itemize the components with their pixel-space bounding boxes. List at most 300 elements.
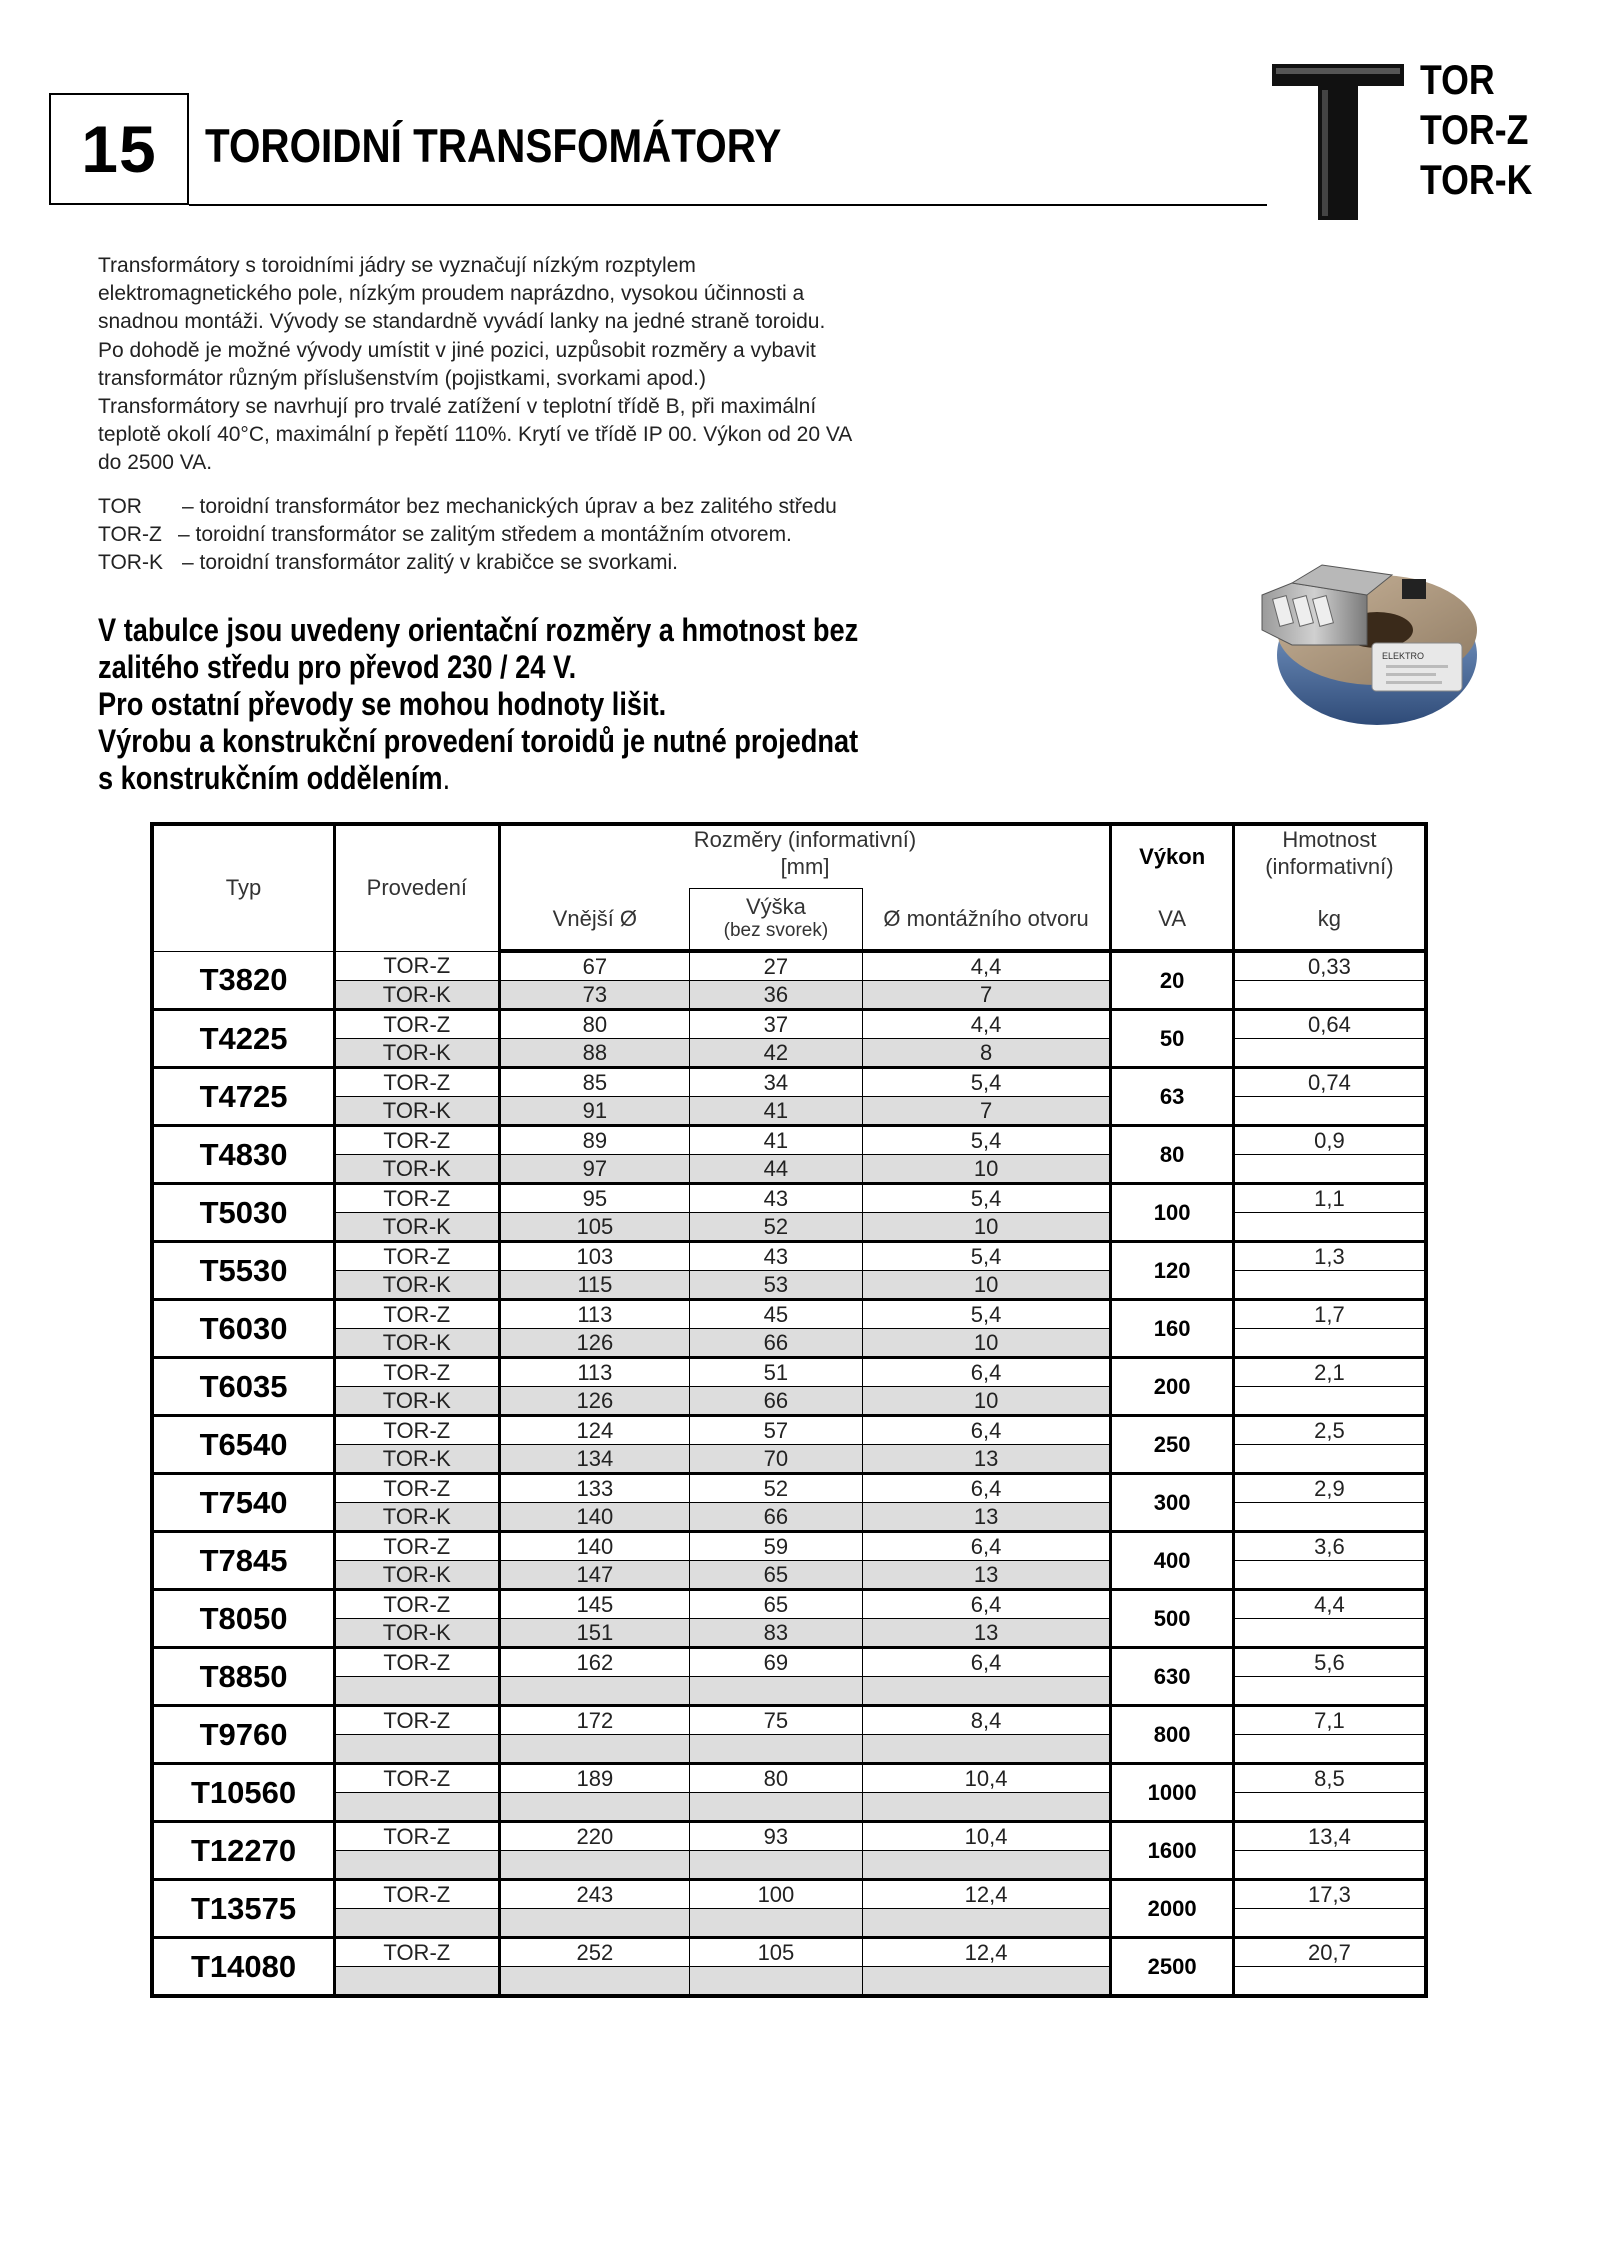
height-cell: 69 <box>690 1648 863 1677</box>
intro-line: Transformátory se navrhují pro trvalé zatížení v teplotní třídě B, při maximální <box>98 395 817 419</box>
outer-diameter-cell <box>499 1677 690 1706</box>
intro-line: snadnou montáži. Vývody se standardně vyvádí lanky na jedné straně toroidu. <box>98 310 826 334</box>
table-row <box>152 1010 1426 1039</box>
power-cell: 2500 <box>1111 1938 1233 1997</box>
table-row <box>152 1358 1426 1387</box>
hole-diameter-cell: 5,4 <box>862 1242 1111 1271</box>
header-vyska-note: (bez svorek) <box>723 920 829 941</box>
hole-diameter-cell: 4,4 <box>862 1010 1111 1039</box>
outer-diameter-cell: 172 <box>499 1706 690 1735</box>
hole-diameter-cell <box>862 1735 1111 1764</box>
weight-cell: 7,1 <box>1233 1706 1426 1735</box>
height-cell: 83 <box>690 1619 863 1648</box>
height-cell: 27 <box>690 951 863 981</box>
power-cell: 200 <box>1111 1358 1233 1416</box>
provedeni-cell: TOR-K <box>335 1445 500 1474</box>
outer-diameter-cell: 243 <box>499 1880 690 1909</box>
weight-cell: 0,74 <box>1233 1068 1426 1097</box>
hole-diameter-cell: 8 <box>862 1039 1111 1068</box>
provedeni-cell: TOR-K <box>335 1213 500 1242</box>
provedeni-cell: TOR-Z <box>335 1706 500 1735</box>
height-cell: 59 <box>690 1532 863 1561</box>
hole-diameter-cell: 6,4 <box>862 1358 1111 1387</box>
header-vyska <box>690 889 863 952</box>
type-cell: T13575 <box>152 1880 335 1938</box>
provedeni-cell: TOR-Z <box>335 1126 500 1155</box>
table-row <box>152 1967 1426 1997</box>
outer-diameter-cell: 147 <box>499 1561 690 1590</box>
type-cell: T7845 <box>152 1532 335 1590</box>
type-cell: T14080 <box>152 1938 335 1997</box>
height-cell <box>690 1851 863 1880</box>
hole-diameter-cell: 10 <box>862 1213 1111 1242</box>
outer-diameter-cell: 89 <box>499 1126 690 1155</box>
provedeni-cell <box>335 1793 500 1822</box>
variant-list <box>1420 55 1532 205</box>
header-otvor: Ø montážního otvoru <box>862 889 1111 952</box>
outer-diameter-cell: 105 <box>499 1213 690 1242</box>
provedeni-cell: TOR-K <box>335 1619 500 1648</box>
provedeni-cell <box>335 1851 500 1880</box>
note-last-plain: . <box>442 760 451 796</box>
provedeni-cell <box>335 1967 500 1997</box>
intro-line: elektromagnetického pole, nízkým proudem naprázdno, vysokou účinnosti a <box>98 282 805 306</box>
header-provedeni: Provedení <box>335 824 500 951</box>
table-row <box>152 1416 1426 1445</box>
provedeni-cell: TOR-Z <box>335 1764 500 1793</box>
weight-cell: 20,7 <box>1233 1938 1426 1967</box>
hole-diameter-cell: 10 <box>862 1271 1111 1300</box>
outer-diameter-cell: 73 <box>499 981 690 1010</box>
table-row <box>152 951 1426 981</box>
weight-cell-empty <box>1233 1445 1426 1474</box>
weight-cell: 2,5 <box>1233 1416 1426 1445</box>
height-cell: 42 <box>690 1039 863 1068</box>
page-title: TOROIDNÍ TRANSFOMÁTORY <box>205 119 782 172</box>
header-vykon: Výkon <box>1111 824 1233 889</box>
provedeni-cell: TOR-Z <box>335 1358 500 1387</box>
power-cell: 50 <box>1111 1010 1233 1068</box>
weight-cell: 17,3 <box>1233 1880 1426 1909</box>
hole-diameter-cell <box>862 1909 1111 1938</box>
type-cell: T4830 <box>152 1126 335 1184</box>
power-cell: 63 <box>1111 1068 1233 1126</box>
height-cell: 66 <box>690 1387 863 1416</box>
table-row <box>152 1561 1426 1590</box>
hole-diameter-cell: 13 <box>862 1503 1111 1532</box>
weight-cell: 4,4 <box>1233 1590 1426 1619</box>
power-cell: 2000 <box>1111 1880 1233 1938</box>
section-number-box <box>49 93 189 205</box>
toroid-photo <box>1252 535 1482 735</box>
variant-tor-k: TOR-K <box>1420 156 1533 203</box>
provedeni-cell: TOR-K <box>335 1387 500 1416</box>
outer-diameter-cell: 113 <box>499 1358 690 1387</box>
height-cell: 43 <box>690 1184 863 1213</box>
table-row <box>152 1880 1426 1909</box>
section-number: 15 <box>81 112 157 186</box>
provedeni-cell: TOR-Z <box>335 1416 500 1445</box>
header-hmotnost-unit: kg <box>1233 889 1426 952</box>
provedeni-cell: TOR-Z <box>335 1300 500 1329</box>
t-logo-icon <box>1272 64 1404 220</box>
spec-table <box>150 822 1428 1998</box>
hole-diameter-cell: 12,4 <box>862 1880 1111 1909</box>
type-cell: T3820 <box>152 951 335 1010</box>
header-hmotnost <box>1233 824 1426 889</box>
definition-key: TOR-K <box>98 551 163 574</box>
note-line <box>98 760 858 797</box>
power-cell: 500 <box>1111 1590 1233 1648</box>
weight-cell-empty <box>1233 1793 1426 1822</box>
provedeni-cell: TOR-K <box>335 1039 500 1068</box>
outer-diameter-cell: 126 <box>499 1329 690 1358</box>
provedeni-cell: TOR-Z <box>335 951 500 981</box>
table-row <box>152 1793 1426 1822</box>
weight-cell-empty <box>1233 1561 1426 1590</box>
provedeni-cell: TOR-Z <box>335 1010 500 1039</box>
hole-diameter-cell <box>862 1967 1111 1997</box>
outer-diameter-cell: 133 <box>499 1474 690 1503</box>
type-cell: T5030 <box>152 1184 335 1242</box>
power-cell: 80 <box>1111 1126 1233 1184</box>
outer-diameter-cell: 220 <box>499 1822 690 1851</box>
definition-tor <box>98 493 837 521</box>
outer-diameter-cell: 88 <box>499 1039 690 1068</box>
table-row <box>152 1735 1426 1764</box>
weight-cell-empty <box>1233 1213 1426 1242</box>
height-cell: 66 <box>690 1329 863 1358</box>
provedeni-cell: TOR-Z <box>335 1822 500 1851</box>
table-row <box>152 1706 1426 1735</box>
table-note <box>98 612 858 797</box>
weight-cell-empty <box>1233 1909 1426 1938</box>
type-cell: T4225 <box>152 1010 335 1068</box>
power-cell: 800 <box>1111 1706 1233 1764</box>
weight-cell-empty <box>1233 1039 1426 1068</box>
height-cell: 36 <box>690 981 863 1010</box>
type-cell: T4725 <box>152 1068 335 1126</box>
note-line: zalitého středu pro převod 230 / 24 V. <box>98 649 577 685</box>
weight-cell: 8,5 <box>1233 1764 1426 1793</box>
provedeni-cell: TOR-K <box>335 1155 500 1184</box>
provedeni-cell: TOR-K <box>335 1097 500 1126</box>
table-row <box>152 1590 1426 1619</box>
intro-line: Po dohodě je možné vývody umístit v jiné pozici, uzpůsobit rozměry a vybavit <box>98 338 816 362</box>
height-cell <box>690 1967 863 1997</box>
hole-diameter-cell: 12,4 <box>862 1938 1111 1967</box>
definition-list <box>98 493 837 577</box>
note-line: V tabulce jsou uvedeny orientační rozměry a hmotnost bez <box>98 612 859 648</box>
table-row <box>152 1474 1426 1503</box>
height-cell: 52 <box>690 1213 863 1242</box>
table-row <box>152 981 1426 1010</box>
header-rozmery-unit: [mm] <box>780 854 830 879</box>
hole-diameter-cell: 10,4 <box>862 1764 1111 1793</box>
outer-diameter-cell: 140 <box>499 1503 690 1532</box>
hole-diameter-cell: 6,4 <box>862 1648 1111 1677</box>
weight-cell-empty <box>1233 1851 1426 1880</box>
hole-diameter-cell: 6,4 <box>862 1416 1111 1445</box>
outer-diameter-cell <box>499 1967 690 1997</box>
height-cell: 65 <box>690 1561 863 1590</box>
outer-diameter-cell: 97 <box>499 1155 690 1184</box>
weight-cell: 0,9 <box>1233 1126 1426 1155</box>
hole-diameter-cell <box>862 1793 1111 1822</box>
weight-cell: 3,6 <box>1233 1532 1426 1561</box>
definition-key: TOR-Z <box>98 523 162 546</box>
photo-label: ELEKTRO <box>1382 651 1425 661</box>
provedeni-cell: TOR-K <box>335 981 500 1010</box>
intro-line: transformátor různým příslušenstvím (pojistkami, svorkami apod.) <box>98 366 707 390</box>
table-row <box>152 1155 1426 1184</box>
provedeni-cell <box>335 1677 500 1706</box>
weight-cell: 0,64 <box>1233 1010 1426 1039</box>
type-cell: T12270 <box>152 1822 335 1880</box>
table-row <box>152 1822 1426 1851</box>
table-row <box>152 1068 1426 1097</box>
table-row <box>152 1242 1426 1271</box>
outer-diameter-cell: 162 <box>499 1648 690 1677</box>
outer-diameter-cell: 189 <box>499 1764 690 1793</box>
height-cell: 66 <box>690 1503 863 1532</box>
table-row <box>152 1532 1426 1561</box>
spec-table-body <box>152 951 1426 1996</box>
hole-diameter-cell: 7 <box>862 1097 1111 1126</box>
table-row <box>152 1271 1426 1300</box>
hole-diameter-cell: 5,4 <box>862 1126 1111 1155</box>
outer-diameter-cell: 95 <box>499 1184 690 1213</box>
height-cell: 93 <box>690 1822 863 1851</box>
variant-tor: TOR <box>1420 56 1495 103</box>
height-cell: 43 <box>690 1242 863 1271</box>
table-row <box>152 1039 1426 1068</box>
weight-cell-empty <box>1233 1619 1426 1648</box>
outer-diameter-cell <box>499 1793 690 1822</box>
height-cell: 53 <box>690 1271 863 1300</box>
weight-cell: 2,1 <box>1233 1358 1426 1387</box>
provedeni-cell: TOR-Z <box>335 1474 500 1503</box>
header-hmotnost-label: Hmotnost <box>1282 827 1377 852</box>
header-hmotnost-note: (informativní) <box>1265 854 1394 879</box>
table-row <box>152 1213 1426 1242</box>
header-vykon-unit: VA <box>1111 889 1233 952</box>
definition-value: – toroidní transformátor se zalitým středem a montážním otvorem. <box>178 523 792 546</box>
weight-cell-empty <box>1233 1735 1426 1764</box>
height-cell: 105 <box>690 1938 863 1967</box>
height-cell: 70 <box>690 1445 863 1474</box>
intro-line: do 2500 VA. <box>98 451 213 475</box>
provedeni-cell: TOR-Z <box>335 1880 500 1909</box>
table-row <box>152 1097 1426 1126</box>
table-row <box>152 1445 1426 1474</box>
height-cell: 65 <box>690 1590 863 1619</box>
weight-cell: 1,1 <box>1233 1184 1426 1213</box>
definition-value: – toroidní transformátor bez mechanických úprav a bez zalitého středu <box>182 495 837 518</box>
table-row <box>152 1938 1426 1967</box>
height-cell: 51 <box>690 1358 863 1387</box>
weight-cell-empty <box>1233 1967 1426 1997</box>
table-row <box>152 1909 1426 1938</box>
outer-diameter-cell: 124 <box>499 1416 690 1445</box>
outer-diameter-cell: 126 <box>499 1387 690 1416</box>
table-row <box>152 1184 1426 1213</box>
weight-cell: 1,3 <box>1233 1242 1426 1271</box>
provedeni-cell: TOR-Z <box>335 1590 500 1619</box>
type-cell: T8850 <box>152 1648 335 1706</box>
power-cell: 630 <box>1111 1648 1233 1706</box>
weight-cell: 0,33 <box>1233 951 1426 981</box>
outer-diameter-cell: 80 <box>499 1010 690 1039</box>
definition-key: TOR <box>98 495 142 518</box>
weight-cell-empty <box>1233 1097 1426 1126</box>
height-cell <box>690 1793 863 1822</box>
hole-diameter-cell: 10 <box>862 1329 1111 1358</box>
hole-diameter-cell: 4,4 <box>862 951 1111 981</box>
weight-cell-empty <box>1233 1387 1426 1416</box>
weight-cell-empty <box>1233 1329 1426 1358</box>
hole-diameter-cell: 5,4 <box>862 1184 1111 1213</box>
table-row <box>152 1503 1426 1532</box>
height-cell: 34 <box>690 1068 863 1097</box>
height-cell: 37 <box>690 1010 863 1039</box>
hole-diameter-cell: 10 <box>862 1155 1111 1184</box>
table-row <box>152 1764 1426 1793</box>
type-cell: T5530 <box>152 1242 335 1300</box>
provedeni-cell: TOR-Z <box>335 1242 500 1271</box>
height-cell: 57 <box>690 1416 863 1445</box>
hole-diameter-cell: 6,4 <box>862 1474 1111 1503</box>
type-cell: T7540 <box>152 1474 335 1532</box>
power-cell: 20 <box>1111 951 1233 1010</box>
height-cell: 52 <box>690 1474 863 1503</box>
power-cell: 400 <box>1111 1532 1233 1590</box>
table-row <box>152 1300 1426 1329</box>
outer-diameter-cell: 103 <box>499 1242 690 1271</box>
provedeni-cell: TOR-Z <box>335 1938 500 1967</box>
table-row <box>152 1677 1426 1706</box>
type-cell: T9760 <box>152 1706 335 1764</box>
outer-diameter-cell: 91 <box>499 1097 690 1126</box>
height-cell: 45 <box>690 1300 863 1329</box>
hole-diameter-cell: 10 <box>862 1387 1111 1416</box>
type-cell: T6035 <box>152 1358 335 1416</box>
weight-cell-empty <box>1233 981 1426 1010</box>
height-cell: 75 <box>690 1706 863 1735</box>
hole-diameter-cell: 6,4 <box>862 1532 1111 1561</box>
provedeni-cell <box>335 1735 500 1764</box>
height-cell: 41 <box>690 1126 863 1155</box>
table-row <box>152 1619 1426 1648</box>
power-cell: 250 <box>1111 1416 1233 1474</box>
type-cell: T10560 <box>152 1764 335 1822</box>
height-cell: 100 <box>690 1880 863 1909</box>
hole-diameter-cell: 7 <box>862 981 1111 1010</box>
provedeni-cell: TOR-Z <box>335 1068 500 1097</box>
outer-diameter-cell: 134 <box>499 1445 690 1474</box>
provedeni-cell: TOR-Z <box>335 1184 500 1213</box>
header-rozmery <box>499 824 1111 889</box>
note-line: Výrobu a konstrukční provedení toroidů je nutné projednat <box>98 723 859 759</box>
height-cell <box>690 1677 863 1706</box>
outer-diameter-cell: 113 <box>499 1300 690 1329</box>
variant-tor-z: TOR-Z <box>1420 106 1529 153</box>
note-line: Pro ostatní převody se mohou hodnoty lišit. <box>98 686 667 722</box>
height-cell <box>690 1909 863 1938</box>
weight-cell: 1,7 <box>1233 1300 1426 1329</box>
provedeni-cell: TOR-K <box>335 1271 500 1300</box>
intro-line: teplotě okolí 40°C, maximální p řepětí 110%. Krytí ve třídě IP 00. Výkon od 20 VA <box>98 423 853 447</box>
provedeni-cell: TOR-Z <box>335 1532 500 1561</box>
header-rozmery-label: Rozměry (informativní) <box>693 827 917 852</box>
hole-diameter-cell: 13 <box>862 1561 1111 1590</box>
hole-diameter-cell: 6,4 <box>862 1590 1111 1619</box>
intro-line: Transformátory s toroidními jádry se vyznačují nízkým rozptylem <box>98 254 696 277</box>
outer-diameter-cell: 115 <box>499 1271 690 1300</box>
header-typ: Typ <box>152 824 335 951</box>
power-cell: 300 <box>1111 1474 1233 1532</box>
header-vnejsi: Vnější Ø <box>499 889 690 952</box>
power-cell: 1600 <box>1111 1822 1233 1880</box>
provedeni-cell: TOR-K <box>335 1503 500 1532</box>
hole-diameter-cell: 5,4 <box>862 1068 1111 1097</box>
intro-text <box>98 252 998 478</box>
power-cell: 160 <box>1111 1300 1233 1358</box>
provedeni-cell: TOR-K <box>335 1561 500 1590</box>
header-vyska-label: Výška <box>745 894 806 919</box>
outer-diameter-cell <box>499 1735 690 1764</box>
type-cell: T6030 <box>152 1300 335 1358</box>
type-cell: T8050 <box>152 1590 335 1648</box>
weight-cell-empty <box>1233 1155 1426 1184</box>
power-cell: 1000 <box>1111 1764 1233 1822</box>
height-cell: 44 <box>690 1155 863 1184</box>
weight-cell: 5,6 <box>1233 1648 1426 1677</box>
outer-diameter-cell <box>499 1909 690 1938</box>
height-cell: 41 <box>690 1097 863 1126</box>
hole-diameter-cell: 8,4 <box>862 1706 1111 1735</box>
hole-diameter-cell: 13 <box>862 1445 1111 1474</box>
hole-diameter-cell: 5,4 <box>862 1300 1111 1329</box>
outer-diameter-cell: 85 <box>499 1068 690 1097</box>
provedeni-cell: TOR-Z <box>335 1648 500 1677</box>
power-cell: 120 <box>1111 1242 1233 1300</box>
weight-cell-empty <box>1233 1271 1426 1300</box>
outer-diameter-cell: 145 <box>499 1590 690 1619</box>
outer-diameter-cell: 252 <box>499 1938 690 1967</box>
definition-tor-k <box>98 549 837 577</box>
outer-diameter-cell: 151 <box>499 1619 690 1648</box>
weight-cell: 13,4 <box>1233 1822 1426 1851</box>
table-row <box>152 1329 1426 1358</box>
hole-diameter-cell: 10,4 <box>862 1822 1111 1851</box>
hole-diameter-cell <box>862 1677 1111 1706</box>
type-cell: T6540 <box>152 1416 335 1474</box>
weight-cell-empty <box>1233 1677 1426 1706</box>
height-cell <box>690 1735 863 1764</box>
outer-diameter-cell: 67 <box>499 951 690 981</box>
definition-value: – toroidní transformátor zalitý v krabičce se svorkami. <box>182 551 679 574</box>
weight-cell-empty <box>1233 1503 1426 1532</box>
hole-diameter-cell: 13 <box>862 1619 1111 1648</box>
weight-cell: 2,9 <box>1233 1474 1426 1503</box>
power-cell: 100 <box>1111 1184 1233 1242</box>
note-last-bold: s konstrukčním oddělením <box>98 760 443 796</box>
table-row <box>152 1851 1426 1880</box>
definition-tor-z <box>98 521 837 549</box>
table-row <box>152 1387 1426 1416</box>
provedeni-cell: TOR-K <box>335 1329 500 1358</box>
